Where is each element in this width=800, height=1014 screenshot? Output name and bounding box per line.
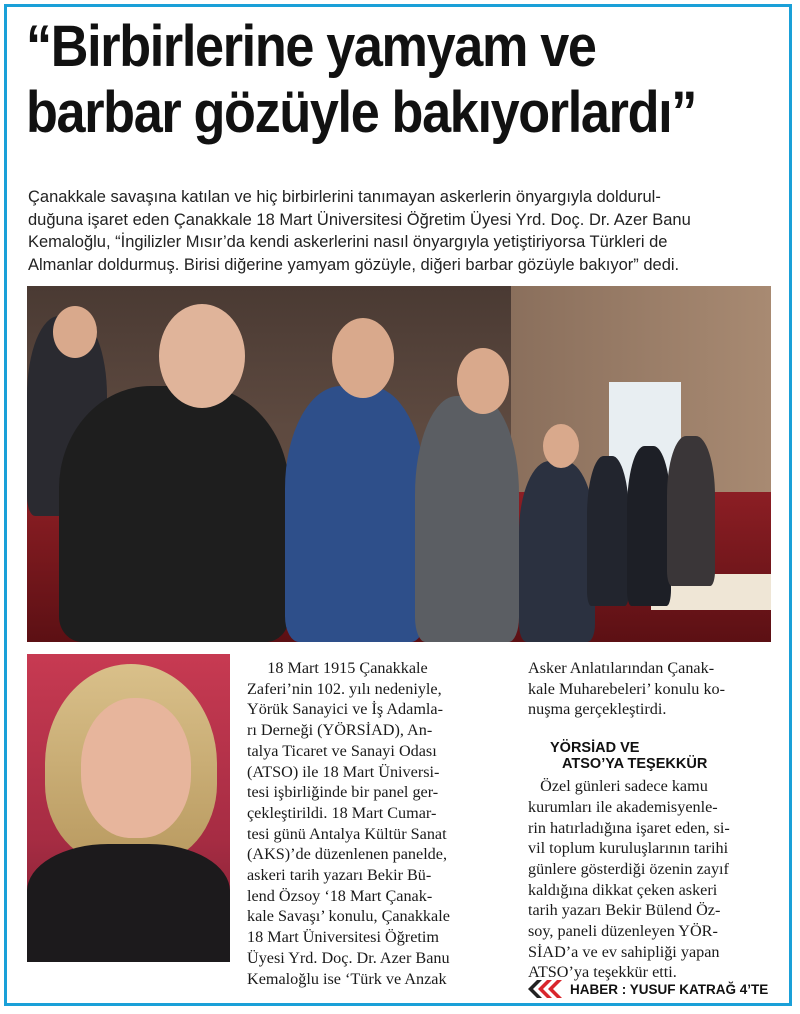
article-column-1: [247, 658, 512, 989]
column-line: SİAD’a ve ev sahipliği yapan: [528, 942, 720, 961]
photo-person: [519, 461, 595, 642]
column-line: nuşma gerçekleştirdi.: [528, 700, 667, 719]
column-line: rı Derneği (YÖRSİAD), An-: [247, 721, 433, 740]
column-line: Yörük Sanayici ve İş Adamla-: [247, 700, 443, 719]
lead-paragraph: [28, 186, 776, 276]
photo-person: [627, 446, 671, 606]
main-photo: [27, 286, 771, 642]
photo-person: [285, 386, 425, 642]
column-line: tarih yazarı Bekir Bülend Öz-: [528, 901, 721, 920]
column-line: askeri tarih yazarı Bekir Bü-: [247, 866, 432, 885]
speaker-face: [81, 698, 191, 838]
photo-person-head: [457, 348, 509, 414]
lead-line: Kemaloğlu, “İngilizler Mısır’da kendi askerlerini nasıl önyargıyla yetiştiriyorsa Türkleri de: [28, 233, 668, 251]
headline-line-2: barbar gözüyle bakıyorlardı”: [26, 80, 697, 145]
lead-line: duğuna işaret eden Çanakkale 18 Mart Üniversitesi Öğretim Üyesi Yrd. Doç. Dr. Azer Banu: [28, 210, 691, 229]
byline-text: HABER : YUSUF KATRAĞ 4’TE: [570, 981, 769, 997]
article-column-2: [528, 658, 778, 983]
lead-line: Çanakkale savaşına katılan ve hiç birbirlerini tanımayan askerlerin önyargıyla doldurul-: [28, 188, 661, 206]
byline: [528, 976, 790, 1002]
column-line: çekleştirildi. 18 Mart Cumar-: [247, 803, 437, 822]
headline-line-1: “Birbirlerine yamyam ve: [26, 14, 596, 79]
subheading: [550, 740, 778, 772]
photo-person-head: [332, 318, 394, 398]
column-line: lend Özsoy ‘18 Mart Çanak-: [247, 886, 433, 905]
column-line: rin hatırladığına işaret eden, si-: [528, 818, 730, 837]
column-line: 18 Mart Üniversitesi Öğretim: [247, 928, 439, 947]
column-line: tesi günü Antalya Kültür Sanat: [247, 824, 447, 843]
photo-person-head: [159, 304, 245, 408]
column-line: kaldığına dikkat çeken askeri: [528, 880, 718, 899]
photo-person: [415, 396, 519, 642]
photo-person: [59, 386, 289, 642]
column-line: Üyesi Yrd. Doç. Dr. Azer Banu: [247, 948, 450, 967]
photo-person: [587, 456, 629, 606]
photo-person: [667, 436, 715, 586]
photo-person-head: [543, 424, 579, 468]
speaker-body: [27, 844, 230, 962]
column-line: kale Muharebeleri’ konulu ko-: [528, 679, 726, 698]
column-line: Kemaloğlu ise ‘Türk ve Anzak: [247, 969, 447, 988]
speaker-photo: [27, 654, 230, 962]
column-line: vil toplum kuruluşlarının tarihi: [528, 839, 729, 858]
column-line: Asker Anlatılarından Çanak-: [528, 659, 715, 677]
headline: [26, 14, 710, 146]
lead-line: Almanlar doldurmuş. Birisi diğerine yamyam gözüyle, diğeri barbar gözüyle bakıyor” dedi.: [28, 255, 680, 274]
subheading-line-1: YÖRSİAD VE: [550, 740, 640, 757]
column-line: (AKS)’de düzenlenen panelde,: [247, 845, 448, 864]
column-line: ATSO’ya teşekkür etti.: [528, 963, 677, 982]
column-line: 18 Mart 1915 Çanakkale: [247, 659, 428, 677]
column-line: talya Ticaret ve Sanayi Odası: [247, 741, 437, 760]
column-line: günlere gösterdiği özenin zayıf: [528, 859, 729, 878]
column-line: (ATSO) ile 18 Mart Üniversi-: [247, 762, 440, 781]
column-line: kale Savaşı’ konulu, Çanakkale: [247, 907, 450, 926]
column-line: Özel günleri sadece kamu: [528, 777, 708, 796]
column-line: kurumları ile akademisyenle-: [528, 797, 718, 816]
publication-logo-icon: [528, 978, 564, 1000]
column-line: soy, paneli düzenleyen YÖR-: [528, 922, 718, 941]
subheading-line-2: ATSO’YA TEŞEKKÜR: [562, 756, 708, 773]
column-line: tesi işbirliğinde bir panel ger-: [247, 783, 439, 802]
column-line: Zaferi’nin 102. yılı nedeniyle,: [247, 679, 442, 698]
photo-person-head: [53, 306, 97, 358]
